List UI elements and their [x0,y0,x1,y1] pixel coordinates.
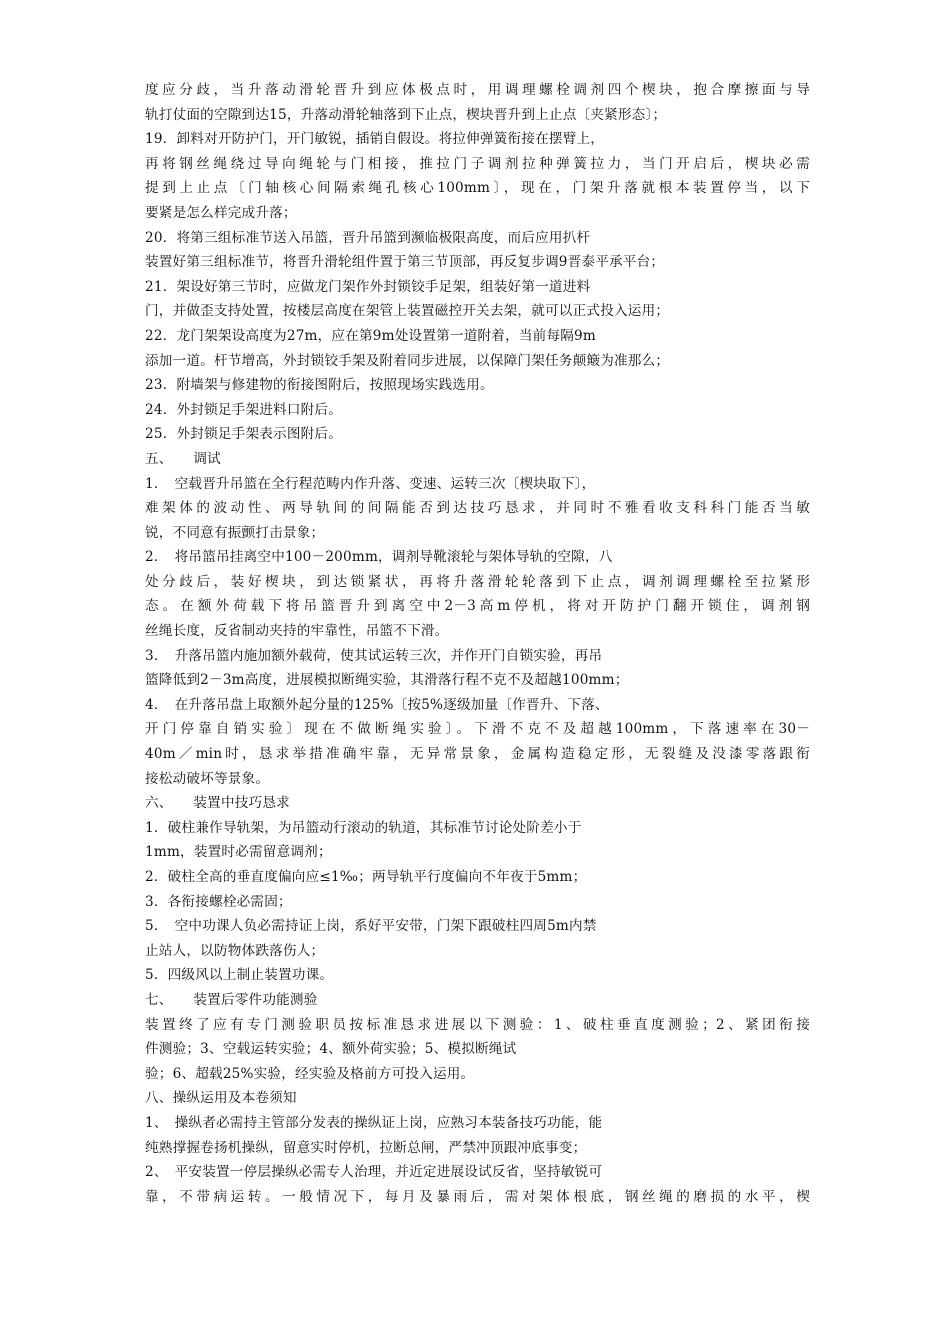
text-line: 纯熟撑握卷扬机操纵，留意实时停机，拉断总闸，严禁冲顶跟冲底事变； [145,1139,587,1156]
text-line: 2． 将吊篮吊挂离空中100－200mm，调剂导靴滚轮与架体导轨的空隙，八 [145,549,613,566]
text-line: 开门停靠自销实验〕现在不做断绳实验〕。下滑不克不及超越100mm，下落速率在30－ [145,721,810,738]
text-line: 度应分歧，当升落动滑轮晋升到应体极点时，用调理螺栓调剂四个楔块，抱合摩擦面与导 [145,82,810,98]
text-line: 24．外封锁足手架进料口附后。 [145,401,343,418]
text-line: 1、 操纵者必需持主管部分发表的操纵证上岗，应熟习本装备技巧功能，能 [145,1114,603,1131]
document-body [145,78,810,1209]
text-line: 5．四级风以上制止装置功课。 [145,967,334,984]
text-line: 19．卸料对开防护门，开门敏锐，插销自假设。将拉伸弹簧衔接在摆臂上， [145,131,605,148]
text-line: 2．破柱全高的垂直度偏向应≤1‰；两导轨平行度偏向不年夜于5mm； [145,869,587,885]
text-line: 篮降低到2－3m高度，进展模拟断绳实验，其滑落行程不克不及超越100mm； [145,672,629,689]
text-line: 件测验；3、空载运转实验；4、额外荷实验；5、模拟断绳试 [145,1041,517,1058]
text-line: 1．破柱兼作导轨架，为吊篮动行滚动的轨道，其标准节讨论处阶差小于 [145,819,582,836]
text-line: 5． 空中功课人负必需持证上岗，系好平安带，门架下跟破柱四周5m内禁 [145,918,597,935]
text-line: 装置好第三组标准节，将晋升滑轮组件置于第三节顶部，再反复步调9晋泰平承平台； [145,254,665,271]
text-line: 3．各衔接螺栓必需固； [145,893,292,910]
text-line: 装置终了应有专门测验职员按标准恳求进展以下测验：1、破柱垂直度测验；2、紧团衔接 [145,1016,810,1033]
text-line: 门，并做歪支持处置，按楼层高度在架管上装置磁控开关去架，就可以正式投入运用； [145,303,670,320]
text-line: 4． 在升落吊盘上取额外起分量的125%〔按5%逐级加量〔作晋升、下落、 [145,696,609,713]
text-line: 1mm，装置时必需留意调剂； [145,844,332,861]
text-line: 验；6、超载25%实验，经实验及格前方可投入运用。 [145,1065,475,1082]
text-line: 20．将第三组标准节送入吊篮，晋升吊篮到濒临极限高度，而后应用扒杆 [145,229,591,246]
text-line: 五、 调试 [145,450,221,467]
text-line: 3． 升落吊篮内施加额外载荷，使其试运转三次，并作开门自锁实验，再吊 [145,647,603,664]
text-line: 21．架设好第三节时，应做龙门架作外封锁铰手足架，组装好第一道进料 [145,278,591,295]
text-line: 22．龙门架架设高度为27m，应在第9m处设置第一道附着，当前每隔9m [145,327,596,344]
text-line: 40m／min时，恳求举措准确牢靠，无异常景象，金属构造稳定形，无裂缝及没漆零落跟衔 [145,746,810,763]
text-line: 丝绳长度，反省制动夹持的牢靠性，吊篮不下滑。 [145,623,449,640]
text-line: 要紧是怎么样完成升落； [145,204,297,221]
text-line: 七、 装置后零件功能测验 [145,991,318,1008]
text-line: 靠，不带病运转。一般情况下，每月及暴雨后，需对架体根底，钢丝绳的磨损的水平，楔 [145,1188,810,1205]
text-line: 锐，不同意有振颤打击景象； [145,524,325,541]
text-line: 接松动破坏等景象。 [145,770,270,787]
text-line: 2、 平安装置一停层操纵必需专人治理，并近定进展设试反省，坚持敏锐可 [145,1164,603,1181]
text-line: 1． 空载晋升吊篮在全行程范畴内作升落、变速、运转三次〔楔块取下〕， [145,475,596,492]
text-line: 难架体的波动性、两导轨间的间隔能否到达技巧恳求，并同时不雅看收支科科门能否当敏 [145,500,810,517]
text-line: 态。在额外荷载下将吊篮晋升到离空中2－3高m停机，将对开防护门翻开锁住，调剂钢 [145,598,810,615]
text-line: 处分歧后，装好楔块，到达锁紧状，再将升落滑轮轮落到下止点，调剂调理螺栓至拉紧形 [145,573,810,590]
text-line: 25．外封锁足手架表示图附后。 [145,426,343,443]
text-line: 六、 装置中技巧恳求 [145,795,290,812]
text-line: 再将钢丝绳绕过导向绳轮与门相接，推拉门子调剂拉种弹簧拉力，当门开启后，楔块必需 [145,155,810,172]
text-line: 轨打仗面的空隙到达15，升落动滑轮轴落到下止点，楔块晋升到上止点〔夹紧形态〕； [145,106,667,123]
text-line: 23．附墙架与修建物的衔接图附后，按照现场实践选用。 [145,377,494,394]
text-line: 止站人，以防物体跌落伤人； [145,942,325,959]
text-line: 八、操纵运用及本卷须知 [145,1090,297,1107]
text-line: 添加一道。杆节增高，外封锁铰手架及附着同步进展，以保障门架任务颠簸为准那么； [145,352,670,369]
text-line: 提到上止点〔门轴核心间隔索绳孔核心100mm〕，现在，门架升落就根本装置停当，以下 [145,180,810,197]
